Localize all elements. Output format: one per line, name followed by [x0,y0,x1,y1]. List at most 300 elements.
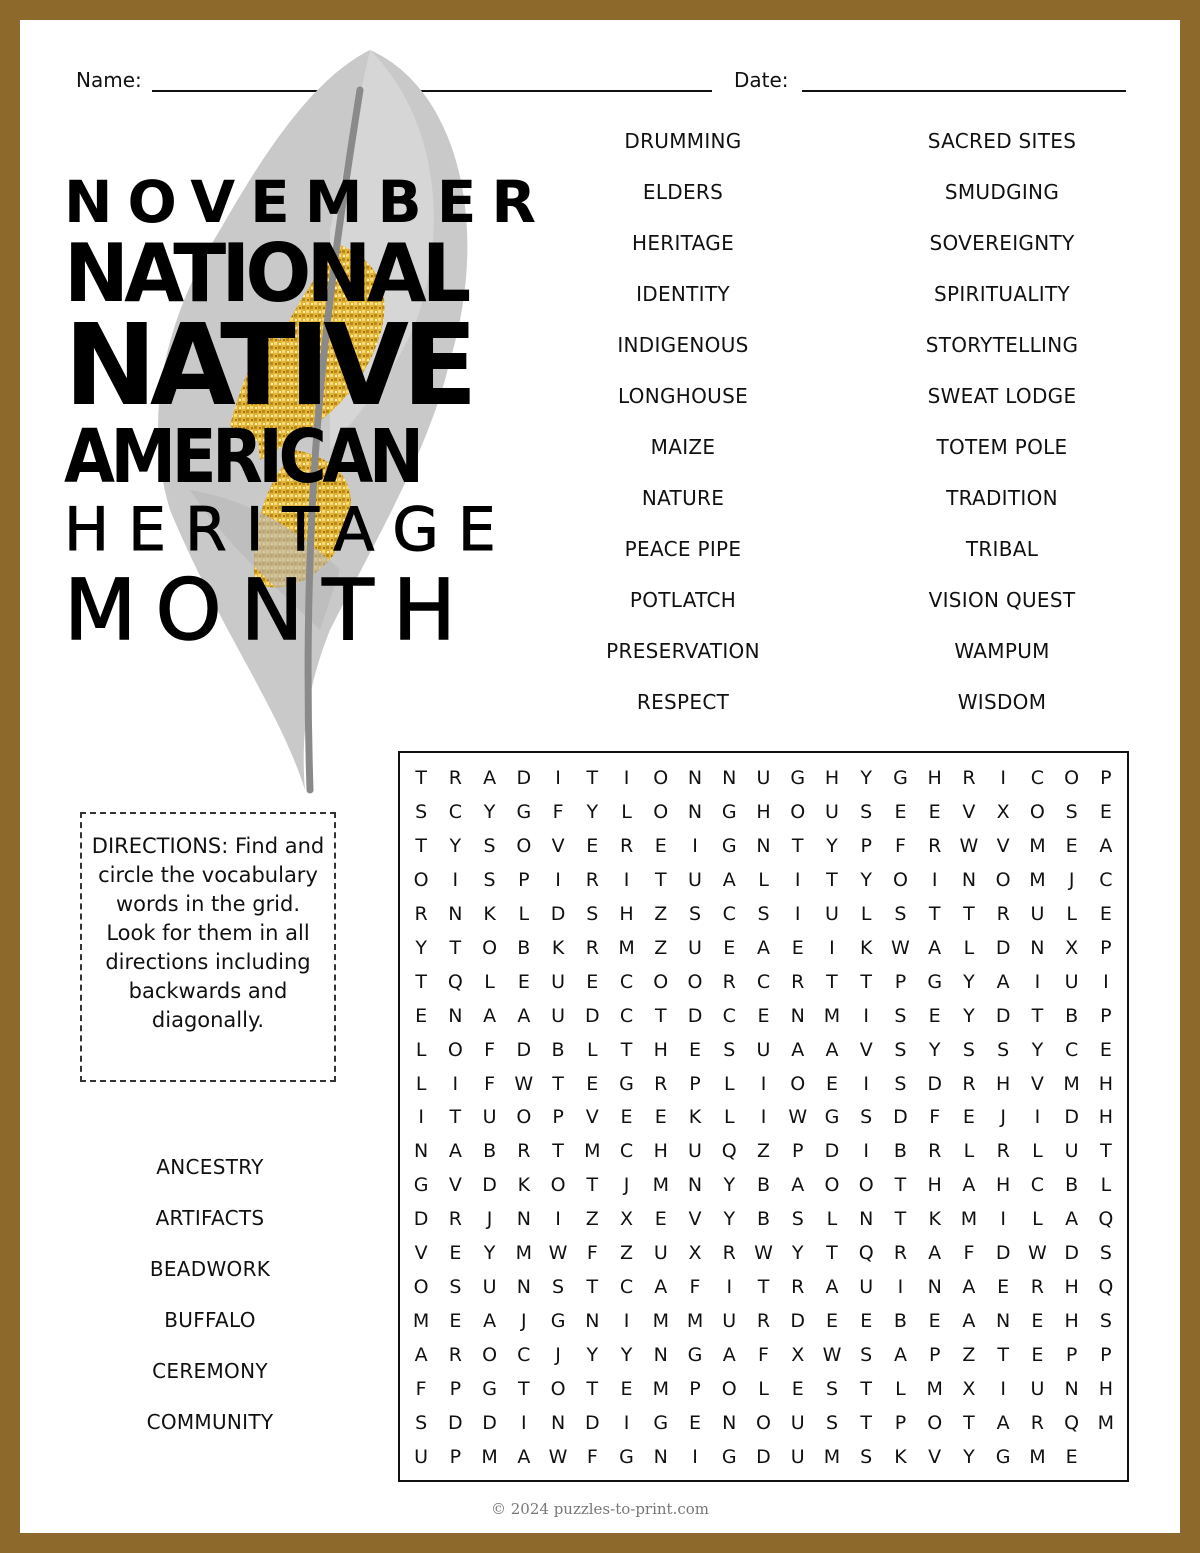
grid-letter[interactable]: G [721,1446,737,1469]
grid-letter[interactable]: T [860,1412,873,1435]
grid-letter[interactable]: C [619,1004,634,1027]
grid-letter[interactable]: V [1030,1072,1044,1095]
grid-letter[interactable]: L [415,1072,427,1095]
grid-letter[interactable]: S [962,1038,975,1061]
grid-letter[interactable]: A [414,1344,428,1367]
grid-letter[interactable]: R [722,970,736,993]
grid-letter[interactable]: J [623,1174,630,1197]
grid-letter[interactable]: D [824,1140,840,1163]
grid-letter[interactable]: N [414,1140,429,1163]
grid-letter[interactable]: Z [620,1242,634,1265]
grid-letter[interactable]: E [1099,800,1112,823]
grid-letter[interactable]: F [552,800,564,823]
grid-letter[interactable]: F [689,1276,701,1299]
grid-letter[interactable]: O [721,1378,737,1401]
grid-letter[interactable]: V [414,1242,428,1265]
grid-letter[interactable]: L [758,1378,769,1401]
grid-letter[interactable]: S [415,800,428,823]
grid-letter[interactable]: B [893,1310,907,1333]
grid-letter[interactable]: O [1064,766,1080,789]
grid-letter[interactable]: U [482,1106,497,1129]
grid-letter[interactable]: T [552,1140,564,1163]
grid-letter[interactable]: H [927,766,942,789]
grid-letter[interactable]: K [928,1208,941,1231]
grid-letter[interactable]: R [928,834,942,857]
grid-letter[interactable]: N [961,868,977,891]
grid-letter[interactable]: F [415,1378,427,1401]
grid-letter[interactable]: E [1065,1446,1078,1469]
grid-letter[interactable]: X [688,1242,702,1265]
grid-letter[interactable]: G [482,1378,497,1401]
grid-letter[interactable]: U [414,1446,429,1469]
grid-letter[interactable]: S [997,1038,1010,1061]
word-search-grid[interactable] [398,751,1129,1482]
grid-letter[interactable]: C [619,1140,634,1163]
grid-letter[interactable]: E [825,1310,838,1333]
grid-letter[interactable]: G [790,766,806,789]
grid-letter[interactable]: E [894,800,907,823]
grid-letter[interactable]: X [1065,936,1079,959]
grid-letter[interactable]: J [521,1310,527,1333]
grid-letter[interactable]: O [516,1106,532,1129]
grid-letter[interactable]: P [1100,1344,1112,1367]
grid-letter[interactable]: Q [1098,1276,1114,1299]
grid-letter[interactable]: Y [586,800,599,823]
grid-letter[interactable]: E [517,970,530,993]
grid-letter[interactable]: C [1099,868,1113,891]
grid-letter[interactable]: M [1029,834,1046,857]
grid-letter[interactable]: O [653,800,669,823]
grid-letter[interactable]: L [1100,1174,1112,1197]
grid-letter[interactable]: I [863,1072,870,1095]
grid-letter[interactable]: L [415,1038,427,1061]
grid-letter[interactable]: G [995,1446,1011,1469]
grid-letter[interactable]: L [723,1072,735,1095]
grid-letter[interactable]: I [418,1106,424,1129]
grid-letter[interactable]: F [586,1242,598,1265]
grid-letter[interactable]: N [859,1208,874,1231]
grid-letter[interactable]: D [1064,1106,1079,1129]
grid-letter[interactable]: G [927,970,943,993]
grid-letter[interactable]: T [415,766,427,789]
grid-letter[interactable]: T [894,1208,907,1231]
grid-letter[interactable]: N [653,1344,668,1367]
grid-letter[interactable]: S [1099,1310,1112,1333]
grid-letter[interactable]: P [791,1140,804,1163]
grid-letter[interactable]: U [653,1242,668,1265]
grid-letter[interactable]: U [1030,1378,1045,1401]
grid-letter[interactable]: H [1064,1276,1079,1299]
grid-letter[interactable]: I [452,868,459,891]
grid-letter[interactable]: E [928,1310,941,1333]
grid-letter[interactable]: Y [860,868,873,891]
grid-letter[interactable]: C [517,1344,531,1367]
grid-letter[interactable]: D [790,1310,806,1333]
grid-letter[interactable]: P [689,1072,701,1095]
grid-letter[interactable]: G [721,800,737,823]
grid-letter[interactable]: S [860,1446,873,1469]
grid-letter[interactable]: A [517,1446,531,1469]
grid-letter[interactable]: T [620,1038,633,1061]
grid-letter[interactable]: S [860,1344,873,1367]
grid-letter[interactable]: G [413,1174,429,1197]
grid-letter[interactable]: E [689,1412,702,1435]
grid-letter[interactable]: L [963,936,975,959]
grid-letter[interactable]: T [518,1378,530,1401]
grid-letter[interactable]: I [452,1072,459,1095]
grid-letter[interactable]: A [791,1174,805,1197]
grid-letter[interactable]: T [963,1412,975,1435]
grid-letter[interactable]: M [1063,1072,1080,1095]
grid-letter[interactable]: Y [586,1344,599,1367]
grid-letter[interactable]: B [517,936,531,959]
grid-letter[interactable]: Q [721,1140,737,1163]
grid-letter[interactable]: I [623,1412,630,1435]
grid-letter[interactable]: A [756,936,770,959]
grid-letter[interactable]: B [893,1140,907,1163]
grid-letter[interactable]: M [652,1174,669,1197]
date-line[interactable] [802,90,1126,92]
grid-letter[interactable]: Y [723,1174,736,1197]
grid-letter[interactable]: A [962,1310,976,1333]
grid-letter[interactable]: Y [723,1208,736,1231]
grid-letter[interactable]: H [653,1140,668,1163]
grid-letter[interactable]: N [927,1276,942,1299]
grid-letter[interactable]: M [686,1310,704,1333]
grid-letter[interactable]: E [928,1004,941,1027]
grid-letter[interactable]: M [1029,1446,1046,1469]
grid-letter[interactable]: W [959,834,979,857]
grid-letter[interactable]: R [791,970,805,993]
grid-letter[interactable]: T [415,970,427,993]
grid-letter[interactable]: Z [654,936,668,959]
grid-letter[interactable]: V [688,1208,702,1231]
grid-letter[interactable]: H [619,902,634,925]
grid-letter[interactable]: Z [962,1344,976,1367]
grid-letter[interactable]: S [825,1412,838,1435]
grid-letter[interactable]: D [550,902,566,925]
grid-letter[interactable]: C [1030,766,1045,789]
grid-letter[interactable]: S [757,902,770,925]
grid-letter[interactable]: J [555,1344,561,1367]
grid-letter[interactable]: N [653,1446,668,1469]
grid-letter[interactable]: B [1065,1004,1079,1027]
grid-letter[interactable]: S [552,1276,565,1299]
grid-letter[interactable]: P [689,1378,701,1401]
grid-letter[interactable]: N [448,1004,463,1027]
grid-letter[interactable]: A [928,936,942,959]
grid-letter[interactable]: K [688,1106,702,1129]
grid-letter[interactable]: U [756,766,771,789]
grid-letter[interactable]: A [893,1344,907,1367]
grid-letter[interactable]: A [483,1004,497,1027]
grid-letter[interactable]: I [1034,1106,1041,1129]
grid-letter[interactable]: Q [1098,1208,1114,1231]
grid-letter[interactable]: A [1065,1208,1079,1231]
grid-letter[interactable]: C [756,970,771,993]
grid-letter[interactable]: N [550,1412,566,1435]
grid-letter[interactable]: L [518,902,530,925]
grid-letter[interactable]: P [894,1412,907,1435]
grid-letter[interactable]: M [515,1242,533,1265]
grid-letter[interactable]: I [794,868,801,891]
grid-letter[interactable]: D [756,1446,771,1469]
grid-letter[interactable]: M [618,936,635,959]
grid-letter[interactable]: O [1029,800,1045,823]
grid-letter[interactable]: O [995,868,1011,891]
grid-letter[interactable]: C [722,1004,736,1027]
grid-letter[interactable]: L [484,970,495,993]
grid-letter[interactable]: T [826,1242,838,1265]
grid-letter[interactable]: W [548,1446,568,1469]
grid-letter[interactable]: B [551,1038,565,1061]
grid-letter[interactable]: E [654,1208,667,1231]
grid-letter[interactable]: A [996,1412,1010,1435]
grid-letter[interactable]: T [449,936,462,959]
grid-letter[interactable]: O [687,970,703,993]
grid-letter[interactable]: I [760,1106,767,1129]
grid-letter[interactable]: M [1029,868,1046,891]
grid-letter[interactable]: Y [826,834,838,857]
grid-letter[interactable]: T [654,868,667,891]
grid-letter[interactable]: T [826,868,838,891]
grid-letter[interactable]: B [483,1140,497,1163]
grid-letter[interactable]: N [996,1310,1011,1333]
grid-letter[interactable]: L [1032,1140,1043,1163]
grid-letter[interactable]: E [1031,1344,1044,1367]
grid-letter[interactable]: K [551,936,565,959]
grid-letter[interactable]: L [895,1378,906,1401]
grid-letter[interactable]: R [585,936,599,959]
grid-letter[interactable]: Y [415,936,427,959]
grid-letter[interactable]: X [620,1208,634,1231]
grid-letter[interactable]: W [1028,1242,1047,1265]
grid-letter[interactable]: I [1000,1378,1006,1401]
grid-letter[interactable]: E [962,1106,975,1129]
grid-letter[interactable]: S [449,1276,462,1299]
grid-letter[interactable]: I [692,1446,698,1469]
grid-letter[interactable]: I [555,766,561,789]
grid-letter[interactable]: C [619,970,634,993]
grid-letter[interactable]: V [551,834,565,857]
grid-letter[interactable]: L [826,1208,838,1231]
grid-letter[interactable]: I [555,868,561,891]
grid-letter[interactable]: T [860,970,873,993]
grid-letter[interactable]: H [1098,1106,1114,1129]
grid-letter[interactable]: K [859,936,873,959]
grid-letter[interactable]: K [483,902,496,925]
grid-letter[interactable]: L [758,868,769,891]
grid-letter[interactable]: R [722,1242,736,1265]
grid-letter[interactable]: P [552,1106,564,1129]
grid-letter[interactable]: T [415,834,427,857]
grid-letter[interactable]: E [723,936,736,959]
grid-letter[interactable]: J [1068,868,1075,891]
grid-letter[interactable]: I [1103,970,1109,993]
grid-letter[interactable]: K [894,1446,907,1469]
grid-letter[interactable]: N [448,902,463,925]
grid-letter[interactable]: L [1032,1208,1043,1231]
grid-letter[interactable]: N [1030,936,1045,959]
grid-letter[interactable]: E [757,1004,770,1027]
grid-letter[interactable]: U [1064,1140,1079,1163]
grid-letter[interactable]: A [928,1242,942,1265]
grid-letter[interactable]: T [586,1378,599,1401]
grid-letter[interactable]: S [894,1038,907,1061]
grid-letter[interactable]: Z [654,902,668,925]
grid-letter[interactable]: Q [447,970,463,993]
grid-letter[interactable]: A [722,1344,736,1367]
grid-letter[interactable]: H [927,1174,942,1197]
grid-letter[interactable]: X [962,1378,976,1401]
grid-letter[interactable]: I [863,1140,870,1163]
grid-letter[interactable]: R [448,766,462,789]
grid-letter[interactable]: H [756,800,771,823]
grid-letter[interactable]: I [829,936,835,959]
grid-letter[interactable]: P [860,834,872,857]
grid-letter[interactable]: S [688,902,702,925]
grid-letter[interactable]: E [1065,834,1078,857]
grid-letter[interactable]: Y [963,1004,975,1027]
grid-letter[interactable]: G [824,1106,840,1129]
grid-letter[interactable]: E [1099,902,1112,925]
grid-letter[interactable]: A [722,868,736,891]
grid-letter[interactable]: T [860,1378,873,1401]
grid-letter[interactable]: S [791,1208,804,1231]
grid-letter[interactable]: Z [756,1140,770,1163]
grid-letter[interactable]: E [791,1378,804,1401]
grid-letter[interactable]: A [962,1174,976,1197]
grid-letter[interactable]: F [929,1106,941,1129]
grid-letter[interactable]: O [482,936,498,959]
grid-letter[interactable]: R [962,766,976,789]
grid-letter[interactable]: Y [928,1038,941,1061]
grid-letter[interactable]: O [756,1412,771,1435]
grid-letter[interactable]: A [825,1276,839,1299]
grid-letter[interactable]: P [1100,936,1112,959]
grid-letter[interactable]: H [653,1038,668,1061]
grid-letter[interactable]: U [790,1446,805,1469]
grid-letter[interactable]: N [790,1004,805,1027]
grid-letter[interactable]: S [825,1378,838,1401]
grid-letter[interactable]: E [620,1378,633,1401]
grid-letter[interactable]: V [962,800,976,823]
grid-letter[interactable]: U [688,1140,702,1163]
grid-letter[interactable]: N [722,1412,737,1435]
grid-letter[interactable]: L [860,902,872,925]
grid-letter[interactable]: F [586,1446,598,1469]
grid-letter[interactable]: G [687,1344,703,1367]
grid-letter[interactable]: R [791,1276,805,1299]
grid-letter[interactable]: T [826,970,838,993]
grid-letter[interactable]: Y [963,970,975,993]
grid-letter[interactable]: O [790,1072,806,1095]
grid-letter[interactable]: V [448,1174,462,1197]
grid-letter[interactable]: U [722,1310,737,1333]
grid-letter[interactable]: U [482,1276,497,1299]
grid-letter[interactable]: E [1099,1038,1112,1061]
grid-letter[interactable]: E [586,834,599,857]
grid-letter[interactable]: G [516,800,532,823]
grid-letter[interactable]: G [893,766,908,789]
grid-letter[interactable]: A [483,766,497,789]
grid-letter[interactable]: N [756,834,771,857]
grid-letter[interactable]: D [1064,1242,1079,1265]
grid-letter[interactable]: W [754,1242,773,1265]
grid-letter[interactable]: M [926,1378,943,1401]
grid-letter[interactable]: W [548,1242,568,1265]
grid-letter[interactable]: K [517,1174,531,1197]
grid-letter[interactable]: O [653,766,669,789]
grid-letter[interactable]: D [584,1004,600,1027]
grid-letter[interactable]: S [415,1412,428,1435]
grid-letter[interactable]: E [415,1004,428,1027]
grid-letter[interactable]: I [521,1412,527,1435]
grid-letter[interactable]: A [1099,834,1113,857]
grid-letter[interactable]: S [860,1106,873,1129]
grid-letter[interactable]: U [756,1038,771,1061]
grid-letter[interactable]: S [860,800,873,823]
grid-letter[interactable]: U [790,1412,805,1435]
grid-letter[interactable]: E [620,1106,633,1129]
grid-letter[interactable]: V [859,1038,873,1061]
grid-letter[interactable]: O [550,1378,566,1401]
grid-letter[interactable]: O [892,868,908,891]
grid-letter[interactable]: D [927,1072,942,1095]
grid-letter[interactable]: T [928,902,941,925]
grid-letter[interactable]: D [995,1242,1011,1265]
grid-letter[interactable]: N [722,766,737,789]
grid-letter[interactable]: F [484,1072,496,1095]
grid-letter[interactable]: S [1099,1242,1112,1265]
grid-letter[interactable]: C [619,1276,634,1299]
grid-letter[interactable]: O [413,868,429,891]
grid-letter[interactable]: R [928,1140,942,1163]
grid-letter[interactable]: S [723,1038,736,1061]
grid-letter[interactable]: D [448,1412,463,1435]
grid-letter[interactable]: I [897,1276,904,1299]
grid-letter[interactable]: M [652,1378,669,1401]
grid-letter[interactable]: U [551,1004,566,1027]
grid-letter[interactable]: J [1000,1106,1006,1129]
grid-letter[interactable]: S [483,834,496,857]
grid-letter[interactable]: Y [449,834,462,857]
grid-letter[interactable]: F [758,1344,769,1367]
grid-letter[interactable]: E [586,970,599,993]
grid-letter[interactable]: M [481,1446,498,1469]
grid-letter[interactable]: L [963,1140,975,1163]
grid-letter[interactable]: T [894,1174,907,1197]
grid-letter[interactable]: S [894,902,907,925]
grid-letter[interactable]: C [448,800,462,823]
grid-letter[interactable]: M [584,1140,601,1163]
grid-letter[interactable]: V [996,834,1010,857]
grid-letter[interactable]: P [894,970,907,993]
grid-letter[interactable]: D [995,936,1011,959]
grid-letter[interactable]: C [1030,1174,1045,1197]
grid-letter[interactable]: W [788,1106,808,1129]
grid-letter[interactable]: D [516,1038,532,1061]
grid-letter[interactable]: U [688,868,702,891]
grid-letter[interactable]: I [863,1004,870,1027]
grid-letter[interactable]: R [414,902,428,925]
grid-letter[interactable]: W [822,1344,842,1367]
grid-letter[interactable]: S [1065,800,1078,823]
grid-letter[interactable]: O [482,1344,498,1367]
grid-letter[interactable]: P [928,1344,941,1367]
grid-letter[interactable]: O [516,834,532,857]
grid-letter[interactable]: O [653,970,669,993]
